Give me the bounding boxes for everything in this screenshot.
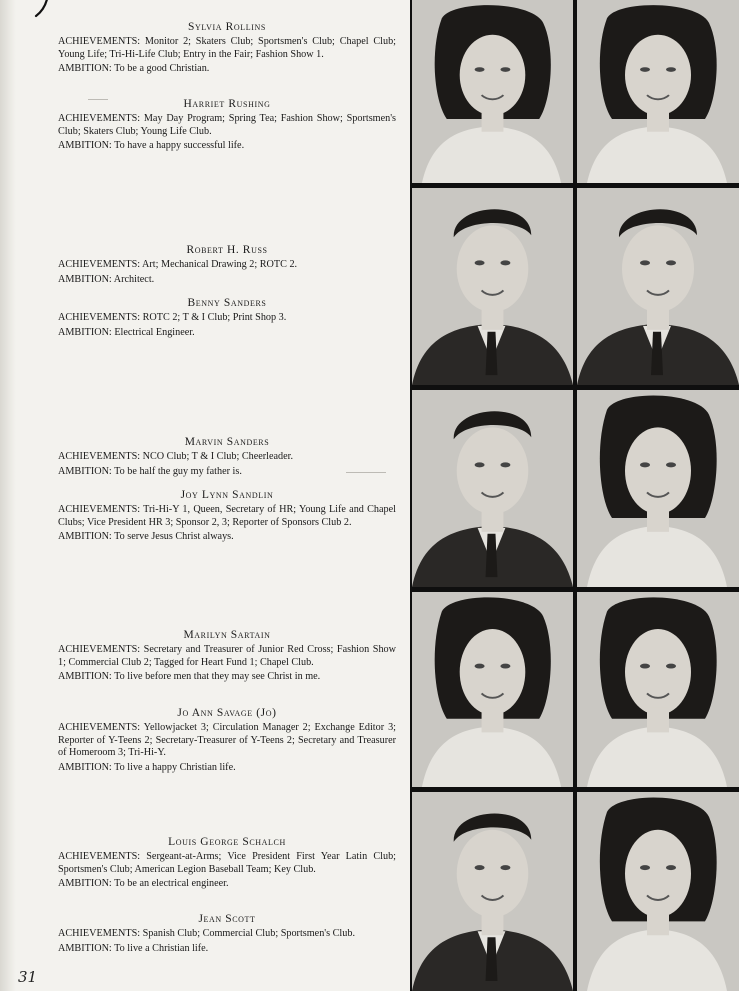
ambition-text: To be half the guy my father is.: [114, 465, 242, 477]
ambition-text: To serve Jesus Christ always.: [114, 531, 234, 543]
achievements-label: ACHIEVEMENTS:: [58, 259, 141, 270]
student-name: Robert H. Russ: [186, 244, 268, 256]
student-name: Jo Ann Savage (Jo): [177, 707, 277, 719]
student-name: Joy Lynn Sandlin: [180, 489, 274, 501]
student-name: Marvin Sanders: [184, 436, 270, 448]
ambition: [58, 943, 396, 956]
achievements: [58, 36, 396, 61]
achievements-text: Spanish Club; Commercial Club; Sportsmen's Club.: [142, 928, 355, 939]
achievements-text: ROTC 2; T & I Club; Print Shop 3.: [142, 312, 287, 323]
ambition: [58, 140, 396, 153]
student-entry: [58, 244, 396, 286]
student-name: Benny Sanders: [187, 297, 267, 309]
achievements-label: ACHIEVEMENTS:: [58, 113, 141, 124]
ambition: [58, 878, 396, 891]
ambition: [58, 531, 396, 544]
ambition-label: AMBITION:: [58, 531, 112, 543]
portrait-photo: [412, 390, 573, 587]
ambition-text: To have a happy successful life.: [114, 140, 245, 152]
ambition-label: AMBITION:: [58, 326, 112, 338]
page-binding-shadow: [0, 0, 16, 991]
achievements-label: ACHIEVEMENTS:: [58, 451, 141, 462]
achievements-label: ACHIEVEMENTS:: [58, 36, 141, 47]
portrait-photo: [577, 188, 739, 385]
portrait-photo: [577, 390, 739, 587]
ambition: [58, 274, 396, 287]
achievements-label: ACHIEVEMENTS:: [58, 928, 141, 939]
portrait-image: [577, 0, 739, 183]
ambition-text: To live a Christian life.: [114, 942, 209, 954]
achievements: [58, 722, 396, 760]
portrait-photo: [412, 188, 573, 385]
ambition: [58, 327, 396, 340]
achievements-text: Monitor 2; Skaters Club; Sportsmen's Club; Chapel Club; Young Life; Tri-Hi-Life Club; Entry in the Fair; Fashion Show 1.: [58, 36, 396, 60]
achievements: [58, 259, 396, 272]
achievements-text: May Day Program; Spring Tea; Fashion Show; Sportsmen's Club; Skaters Club; Young Life Club.: [58, 113, 396, 137]
student-name: Marilyn Sartain: [183, 629, 271, 641]
student-name: Harriet Rushing: [183, 98, 271, 110]
ambition-label: AMBITION:: [58, 63, 112, 75]
achievements-text: Secretary and Treasurer of Junior Red Cross; Fashion Show 1; Commercial Club 2; Tagged for Heart Fund 1; Chapel Club.: [58, 644, 396, 668]
portrait-image: [412, 188, 573, 385]
ambition-text: To be a good Christian.: [114, 63, 210, 75]
portrait-photo: [577, 592, 739, 787]
student-entry: [58, 707, 396, 774]
achievements: [58, 504, 396, 529]
achievements: [58, 451, 396, 464]
achievements-text: Sergeant-at-Arms; Vice President First Year Latin Club; Sportsmen's Club; American Legion Baseball Team; Key Club.: [58, 851, 396, 875]
ambition-text: To live a happy Christian life.: [114, 761, 236, 773]
achievements-label: ACHIEVEMENTS:: [58, 722, 141, 733]
portrait-photo: [577, 792, 739, 991]
ambition-label: AMBITION:: [58, 140, 112, 152]
portrait-image: [412, 390, 573, 587]
print-speck: [346, 472, 386, 473]
page-number: 31: [18, 968, 38, 986]
pen-mark-icon: [34, 0, 54, 20]
achievements-text: NCO Club; T & I Club; Cheerleader.: [142, 451, 294, 462]
ambition-text: Electrical Engineer.: [114, 326, 195, 338]
student-entry: [58, 629, 396, 684]
achievements-label: ACHIEVEMENTS:: [58, 644, 141, 655]
ambition-label: AMBITION:: [58, 465, 112, 477]
achievements-label: ACHIEVEMENTS:: [58, 312, 141, 323]
ambition: [58, 671, 396, 684]
student-entry: [58, 913, 396, 955]
student-entry: [58, 98, 396, 153]
student-name: Jean Scott: [198, 913, 256, 925]
student-entry: [58, 297, 396, 339]
achievements: [58, 644, 396, 669]
ambition-label: AMBITION:: [58, 761, 112, 773]
portrait-photo: [412, 0, 573, 183]
student-entry: [58, 489, 396, 544]
ambition-label: AMBITION:: [58, 273, 112, 285]
achievements-text: Yellowjacket 3; Circulation Manager 2; Exchange Editor 3; Reporter of Y-Teens 2; Secretary-Treasurer of Y-Teens 2; Secretary and Treasurer of Homeroom 3; Tri-Hi-Y.: [58, 722, 396, 759]
portrait-photo: [412, 792, 573, 991]
student-entry: [58, 21, 396, 76]
achievements: [58, 113, 396, 138]
ambition-label: AMBITION:: [58, 942, 112, 954]
achievements: [58, 928, 396, 941]
student-entry: [58, 836, 396, 891]
portrait-image: [412, 0, 573, 183]
portrait-image: [577, 390, 739, 587]
portrait-image: [412, 792, 573, 991]
student-name: Louis George Schalch: [168, 836, 286, 848]
student-name: Sylvia Rollins: [188, 21, 266, 33]
achievements: [58, 312, 396, 325]
ambition-text: To live before men that they may see Christ in me.: [114, 671, 321, 683]
print-speck: [88, 99, 108, 100]
ambition: [58, 762, 396, 775]
achievements: [58, 851, 396, 876]
achievements-text: Art; Mechanical Drawing 2; ROTC 2.: [142, 259, 298, 270]
ambition: [58, 63, 396, 76]
ambition-label: AMBITION:: [58, 671, 112, 683]
achievements-text: Tri-Hi-Y 1, Queen, Secretary of HR; Young Life and Chapel Clubs; Vice President HR 3; Sponsor 2, 3; Reporter of Sponsors Club 2.: [58, 504, 396, 528]
portrait-photo: [577, 0, 739, 183]
portrait-photo: [412, 592, 573, 787]
achievements-label: ACHIEVEMENTS:: [58, 504, 141, 515]
portrait-image: [412, 592, 573, 787]
ambition-text: To be an electrical engineer.: [114, 878, 229, 890]
achievements-label: ACHIEVEMENTS:: [58, 851, 141, 862]
portrait-image: [577, 592, 739, 787]
portrait-image: [577, 188, 739, 385]
portrait-image: [577, 792, 739, 991]
portrait-grid: [410, 0, 739, 991]
ambition-label: AMBITION:: [58, 878, 112, 890]
ambition-text: Architect.: [113, 273, 155, 285]
